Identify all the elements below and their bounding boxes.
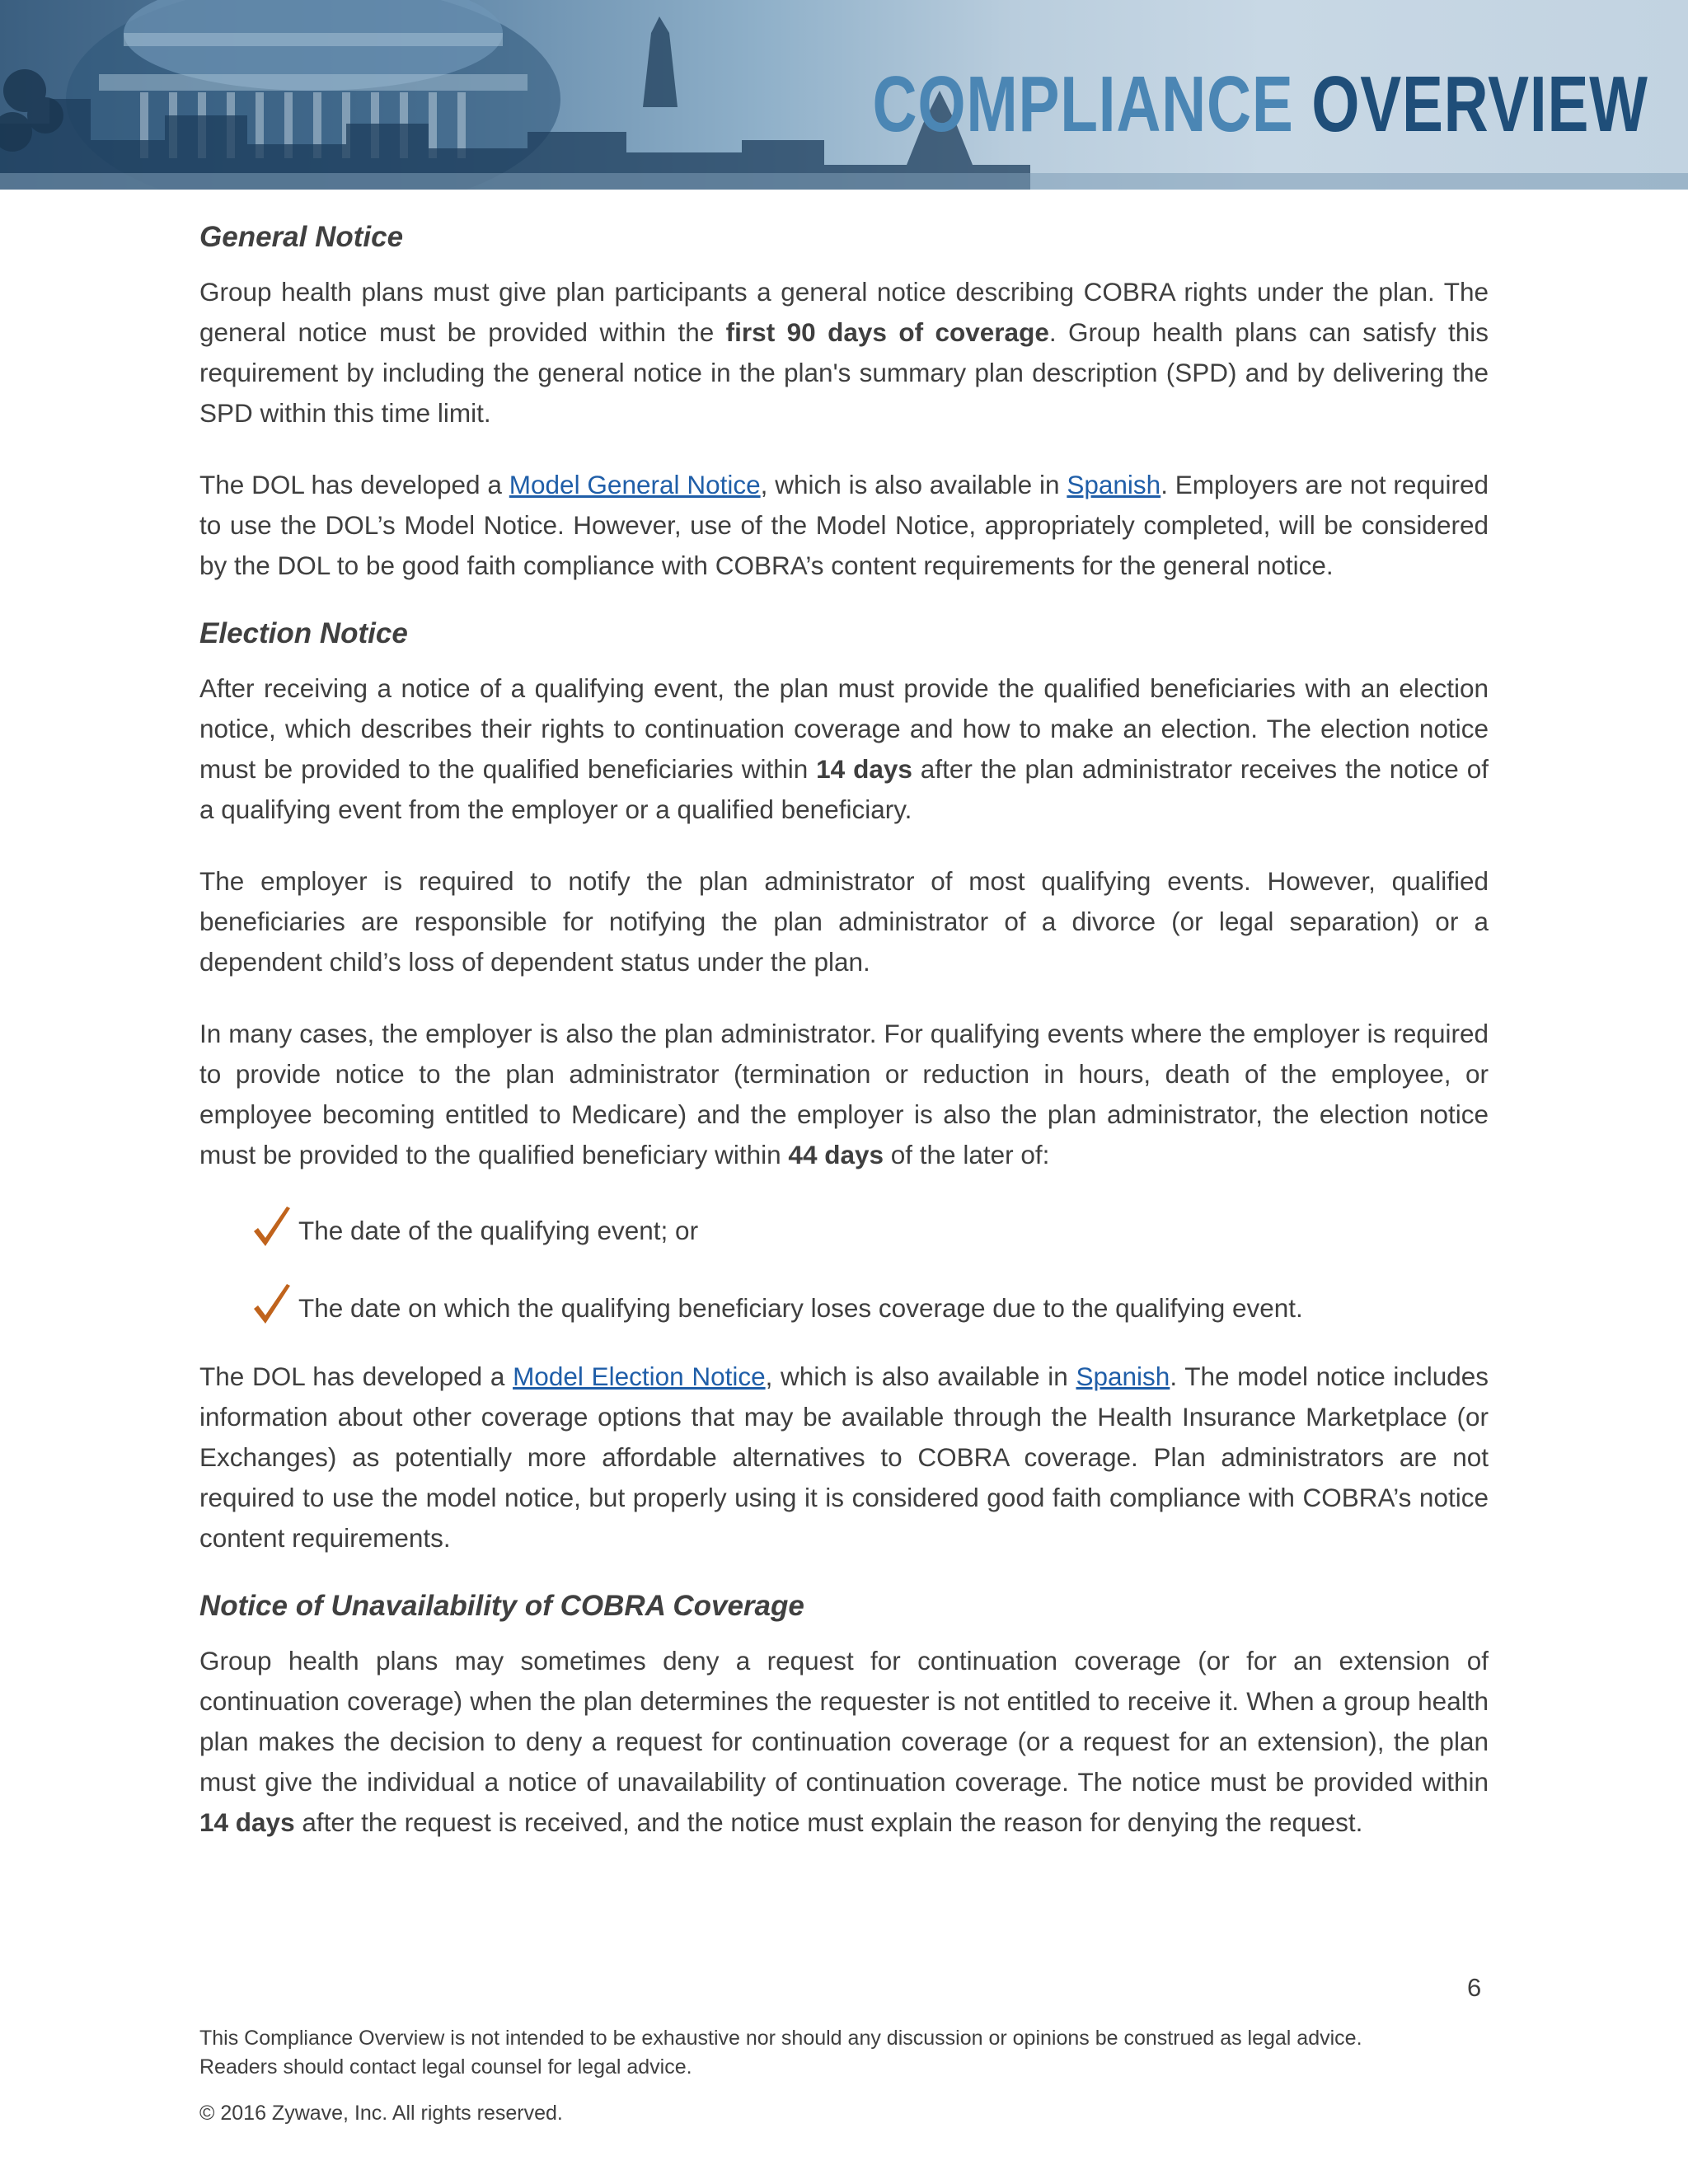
text: after the request is received, and the notice must explain the reason for denying the request.	[294, 1807, 1363, 1837]
paragraph	[199, 465, 1489, 586]
text: Group health plans must give plan participants a general notice describing COBRA rights under the plan. The general notice must be provided within the	[199, 277, 1489, 347]
paragraph	[199, 1014, 1489, 1175]
paragraph	[199, 272, 1489, 434]
banner-title	[873, 59, 1648, 150]
spanish-general-notice-link[interactable]: Spanish	[1067, 470, 1161, 499]
text: . Employers are not required to use the DOL’s Model Notice. However, use of the Model Notice, appropriately completed, will be considered by the DOL to be good faith compliance with COBRA’s content requirements for the general notice.	[199, 470, 1489, 580]
paragraph	[199, 668, 1489, 830]
text: of the later of:	[884, 1140, 1050, 1169]
text: . The model notice includes information about other coverage options that may be available through the Health Insurance Marketplace (or Exchanges) as potentially more affordable alternatives to COBRA coverage. Plan administrators are not required to use the model notice, but properly using it is considered good faith compliance with COBRA’s notice content requirements.	[199, 1361, 1489, 1553]
emphasis-text: first 90 days of coverage	[725, 317, 1049, 347]
section-heading-general-notice: General Notice	[199, 221, 404, 253]
spanish-election-notice-link[interactable]: Spanish	[1076, 1361, 1170, 1391]
text: In many cases, the employer is also the plan administrator. For qualifying events where the employer is required to provide notice to the plan administrator (termination or reduction in hours, death of the employee, or employee becoming entitled to Medicare) and the employer is also the plan administrator, the election notice must be provided to the qualified beneficiary within	[199, 1019, 1489, 1169]
banner-title-word2: OVERVIEW	[1311, 60, 1648, 148]
text: The DOL has developed a	[199, 470, 509, 499]
disclaimer-line: This Compliance Overview is not intended to be exhaustive nor should any discussion or opinions be construed as legal advice.	[199, 2027, 1362, 2050]
paragraph	[199, 1357, 1489, 1558]
disclaimer-line: Readers should contact legal counsel for legal advice.	[199, 2055, 692, 2079]
checkmark-icon	[251, 1205, 293, 1251]
text: The DOL has developed a	[199, 1361, 513, 1391]
list-item	[251, 1282, 1489, 1329]
emphasis-text: 14 days	[199, 1807, 295, 1837]
copyright: © 2016 Zywave, Inc. All rights reserved.	[199, 2102, 563, 2125]
emphasis-text: 14 days	[816, 754, 912, 784]
model-election-notice-link[interactable]: Model Election Notice	[513, 1361, 766, 1391]
text: , which is also available in	[765, 1361, 1076, 1391]
section-heading-notice-of-unavailability: Notice of Unavailability of COBRA Coverage	[199, 1590, 804, 1622]
document-body	[199, 221, 1489, 1874]
banner-title-word1: COMPLIANCE	[872, 60, 1294, 148]
text: . Group health plans can satisfy this requirement by including the general notice in the plan's summary plan description (SPD) and by delivering the SPD within this time limit.	[199, 317, 1489, 428]
paragraph	[199, 1641, 1489, 1843]
list-item-text: The date on which the qualifying beneficiary loses coverage due to the qualifying event.	[298, 1293, 1303, 1323]
checkmark-icon	[251, 1282, 293, 1329]
text: Group health plans may sometimes deny a request for continuation coverage (or for an extension of continuation coverage) when the plan determines the requester is not entitled to receive it. When a group health plan makes the decision to deny a request for continuation coverage (or a request for an extension), the plan must give the individual a notice of unavailability of continuation coverage. The notice must be provided within	[199, 1646, 1489, 1797]
text: , which is also available in	[760, 470, 1067, 499]
list-item-text: The date of the qualifying event; or	[298, 1216, 699, 1245]
list-item	[251, 1205, 1489, 1251]
emphasis-text: 44 days	[788, 1140, 884, 1169]
header-banner	[0, 0, 1688, 190]
model-general-notice-link[interactable]: Model General Notice	[509, 470, 761, 499]
checklist	[251, 1205, 1489, 1329]
page-number: 6	[1467, 1973, 1482, 2002]
section-heading-election-notice: Election Notice	[199, 617, 408, 649]
paragraph: The employer is required to notify the plan administrator of most qualifying events. However, qualified beneficiaries are responsible for notifying the plan administrator of a divorce (or legal separation) or a dependent child’s loss of dependent status under the plan.	[199, 866, 1489, 977]
text: after the plan administrator receives the notice of a qualifying event from the employer or a qualified beneficiary.	[199, 754, 1489, 824]
footer-disclaimer	[199, 2024, 1518, 2082]
text: After receiving a notice of a qualifying event, the plan must provide the qualified beneficiaries with an election notice, which describes their rights to continuation coverage and how to make an election. The election notice must be provided to the qualified beneficiaries within	[199, 673, 1489, 784]
